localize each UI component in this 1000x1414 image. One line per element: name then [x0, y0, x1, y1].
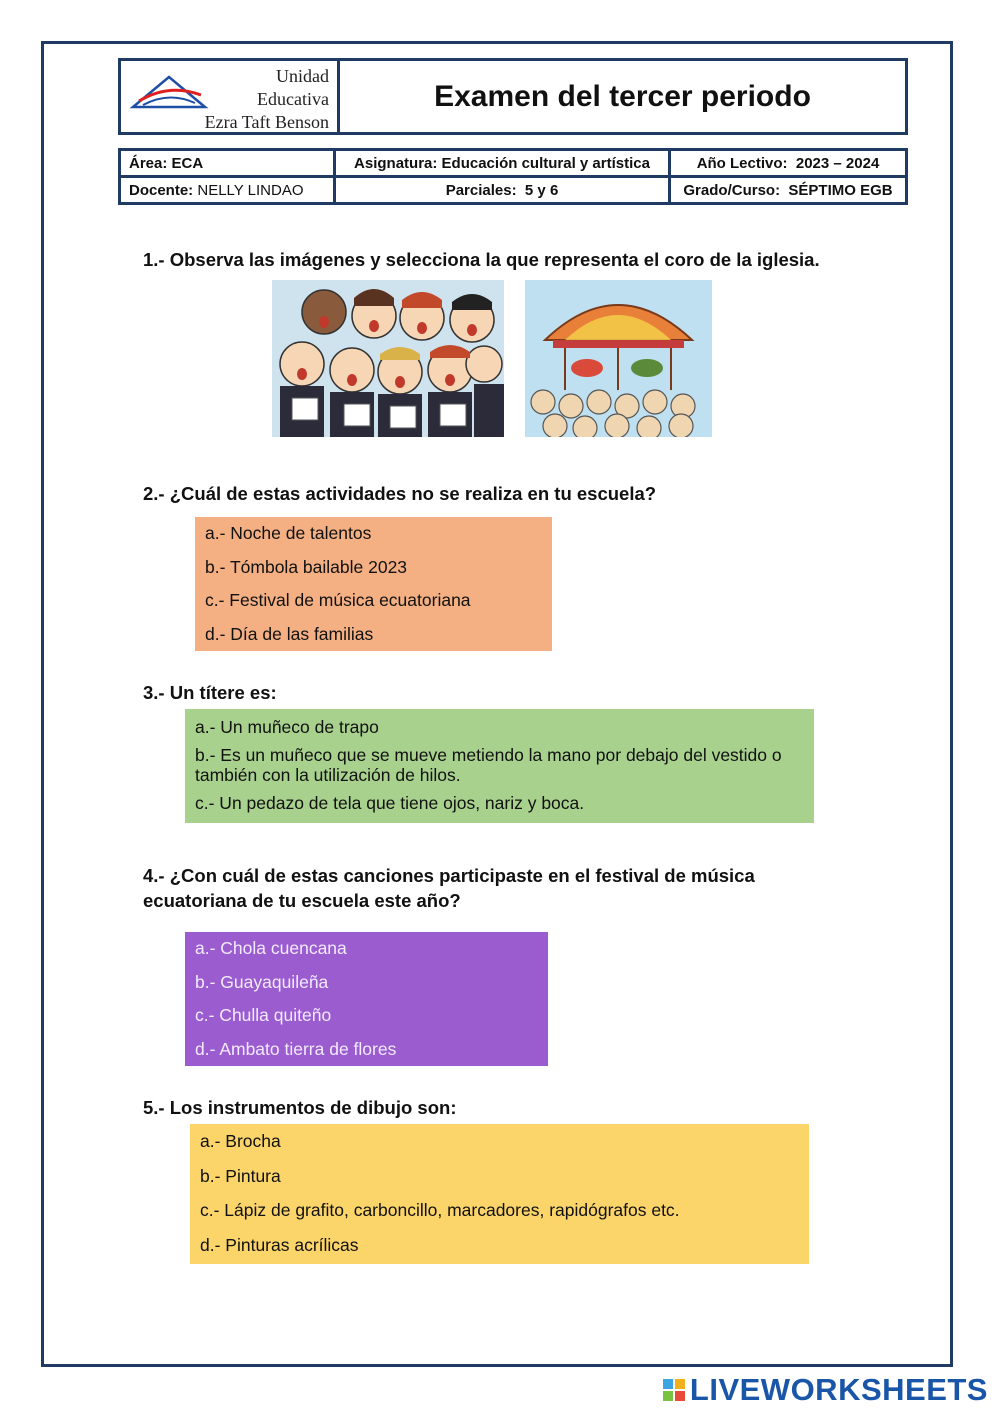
- subject-value: Educación cultural y artística: [441, 154, 650, 172]
- grade-label: Grado/Curso:: [683, 181, 781, 199]
- q5-option-a[interactable]: a.- Brocha: [200, 1131, 281, 1151]
- q5-option-b[interactable]: b.- Pintura: [200, 1165, 281, 1186]
- partials-cell: [335, 177, 670, 204]
- question-3-options: [185, 709, 814, 823]
- question-4-options: [185, 932, 548, 1066]
- watermark-text: LIVEWORKSHEETS: [689, 1372, 988, 1407]
- grade-cell: [670, 177, 907, 204]
- exam-title: Examen del tercer periodo: [434, 79, 811, 113]
- partials-label: Parciales:: [445, 181, 517, 199]
- info-table: [118, 148, 908, 205]
- teacher-value: NELLY LINDAO: [197, 181, 304, 199]
- year-value: 2023 – 2024: [795, 154, 880, 172]
- school-block: [121, 61, 340, 132]
- q2-option-d[interactable]: d.- Día de las familias: [205, 623, 374, 644]
- question-4: 4.- ¿Con cuál de estas canciones participaste en el festival de música ecuatoriana de tu escuela este año?: [143, 865, 755, 911]
- q3-option-a[interactable]: a.- Un muñeco de trapo: [195, 717, 379, 737]
- question-3: 3.- Un títere es:: [143, 682, 277, 703]
- partials-value: 5 y 6: [524, 181, 559, 199]
- area-cell: [120, 150, 335, 177]
- question-5: 5.- Los instrumentos de dibujo son:: [143, 1097, 457, 1118]
- question-2-options: [195, 517, 552, 651]
- teacher-cell: [120, 177, 335, 204]
- teacher-label: Docente:: [129, 181, 194, 199]
- exam-header: [118, 58, 908, 135]
- subject-label: Asignatura:: [354, 154, 438, 172]
- liveworksheets-logo-icon: [662, 1378, 686, 1402]
- question-2: 2.- ¿Cuál de estas actividades no se realiza en tu escuela?: [143, 483, 657, 504]
- liveworksheets-watermark: [662, 1372, 988, 1408]
- carousel-image-option[interactable]: [525, 280, 712, 437]
- subject-cell: [335, 150, 670, 177]
- q5-option-c[interactable]: c.- Lápiz de grafito, carboncillo, marcadores, rapidógrafos etc.: [200, 1200, 680, 1220]
- school-name: [205, 65, 329, 134]
- choir-image-option[interactable]: [272, 280, 504, 437]
- church-choir-image: [272, 280, 504, 437]
- q4-option-d[interactable]: d.- Ambato tierra de flores: [195, 1038, 397, 1059]
- school-name-line1: Unidad: [276, 66, 329, 86]
- area-label: Área:: [129, 154, 168, 172]
- q2-option-c[interactable]: c.- Festival de música ecuatoriana: [205, 590, 471, 610]
- carousel-drawing-image: [525, 280, 712, 437]
- q4-option-b[interactable]: b.- Guayaquileña: [195, 971, 329, 992]
- q4-option-c[interactable]: c.- Chulla quiteño: [195, 1005, 332, 1025]
- grade-value: SÉPTIMO EGB: [788, 181, 893, 199]
- year-label: Año Lectivo:: [696, 154, 788, 172]
- school-logo-icon: [129, 73, 209, 113]
- q3-option-c[interactable]: c.- Un pedazo de tela que tiene ojos, nariz y boca.: [195, 793, 585, 813]
- q2-option-b[interactable]: b.- Tómbola bailable 2023: [205, 556, 408, 577]
- school-name-line3: Ezra Taft Benson: [204, 112, 329, 132]
- area-value: ECA: [171, 154, 204, 172]
- q5-option-d[interactable]: d.- Pinturas acrílicas: [200, 1234, 359, 1255]
- q2-option-a[interactable]: a.- Noche de talentos: [205, 523, 372, 543]
- school-name-line2: Educativa: [257, 89, 329, 109]
- year-cell: [670, 150, 907, 177]
- q3-option-b[interactable]: b.- Es un muñeco que se mueve metiendo la mano por debajo del vestido o también con la utilización de hilos.: [195, 745, 782, 785]
- question-1: 1.- Observa las imágenes y selecciona la que representa el coro de la iglesia.: [143, 249, 820, 270]
- question-5-options: [190, 1124, 809, 1264]
- q4-option-a[interactable]: a.- Chola cuencana: [195, 938, 347, 958]
